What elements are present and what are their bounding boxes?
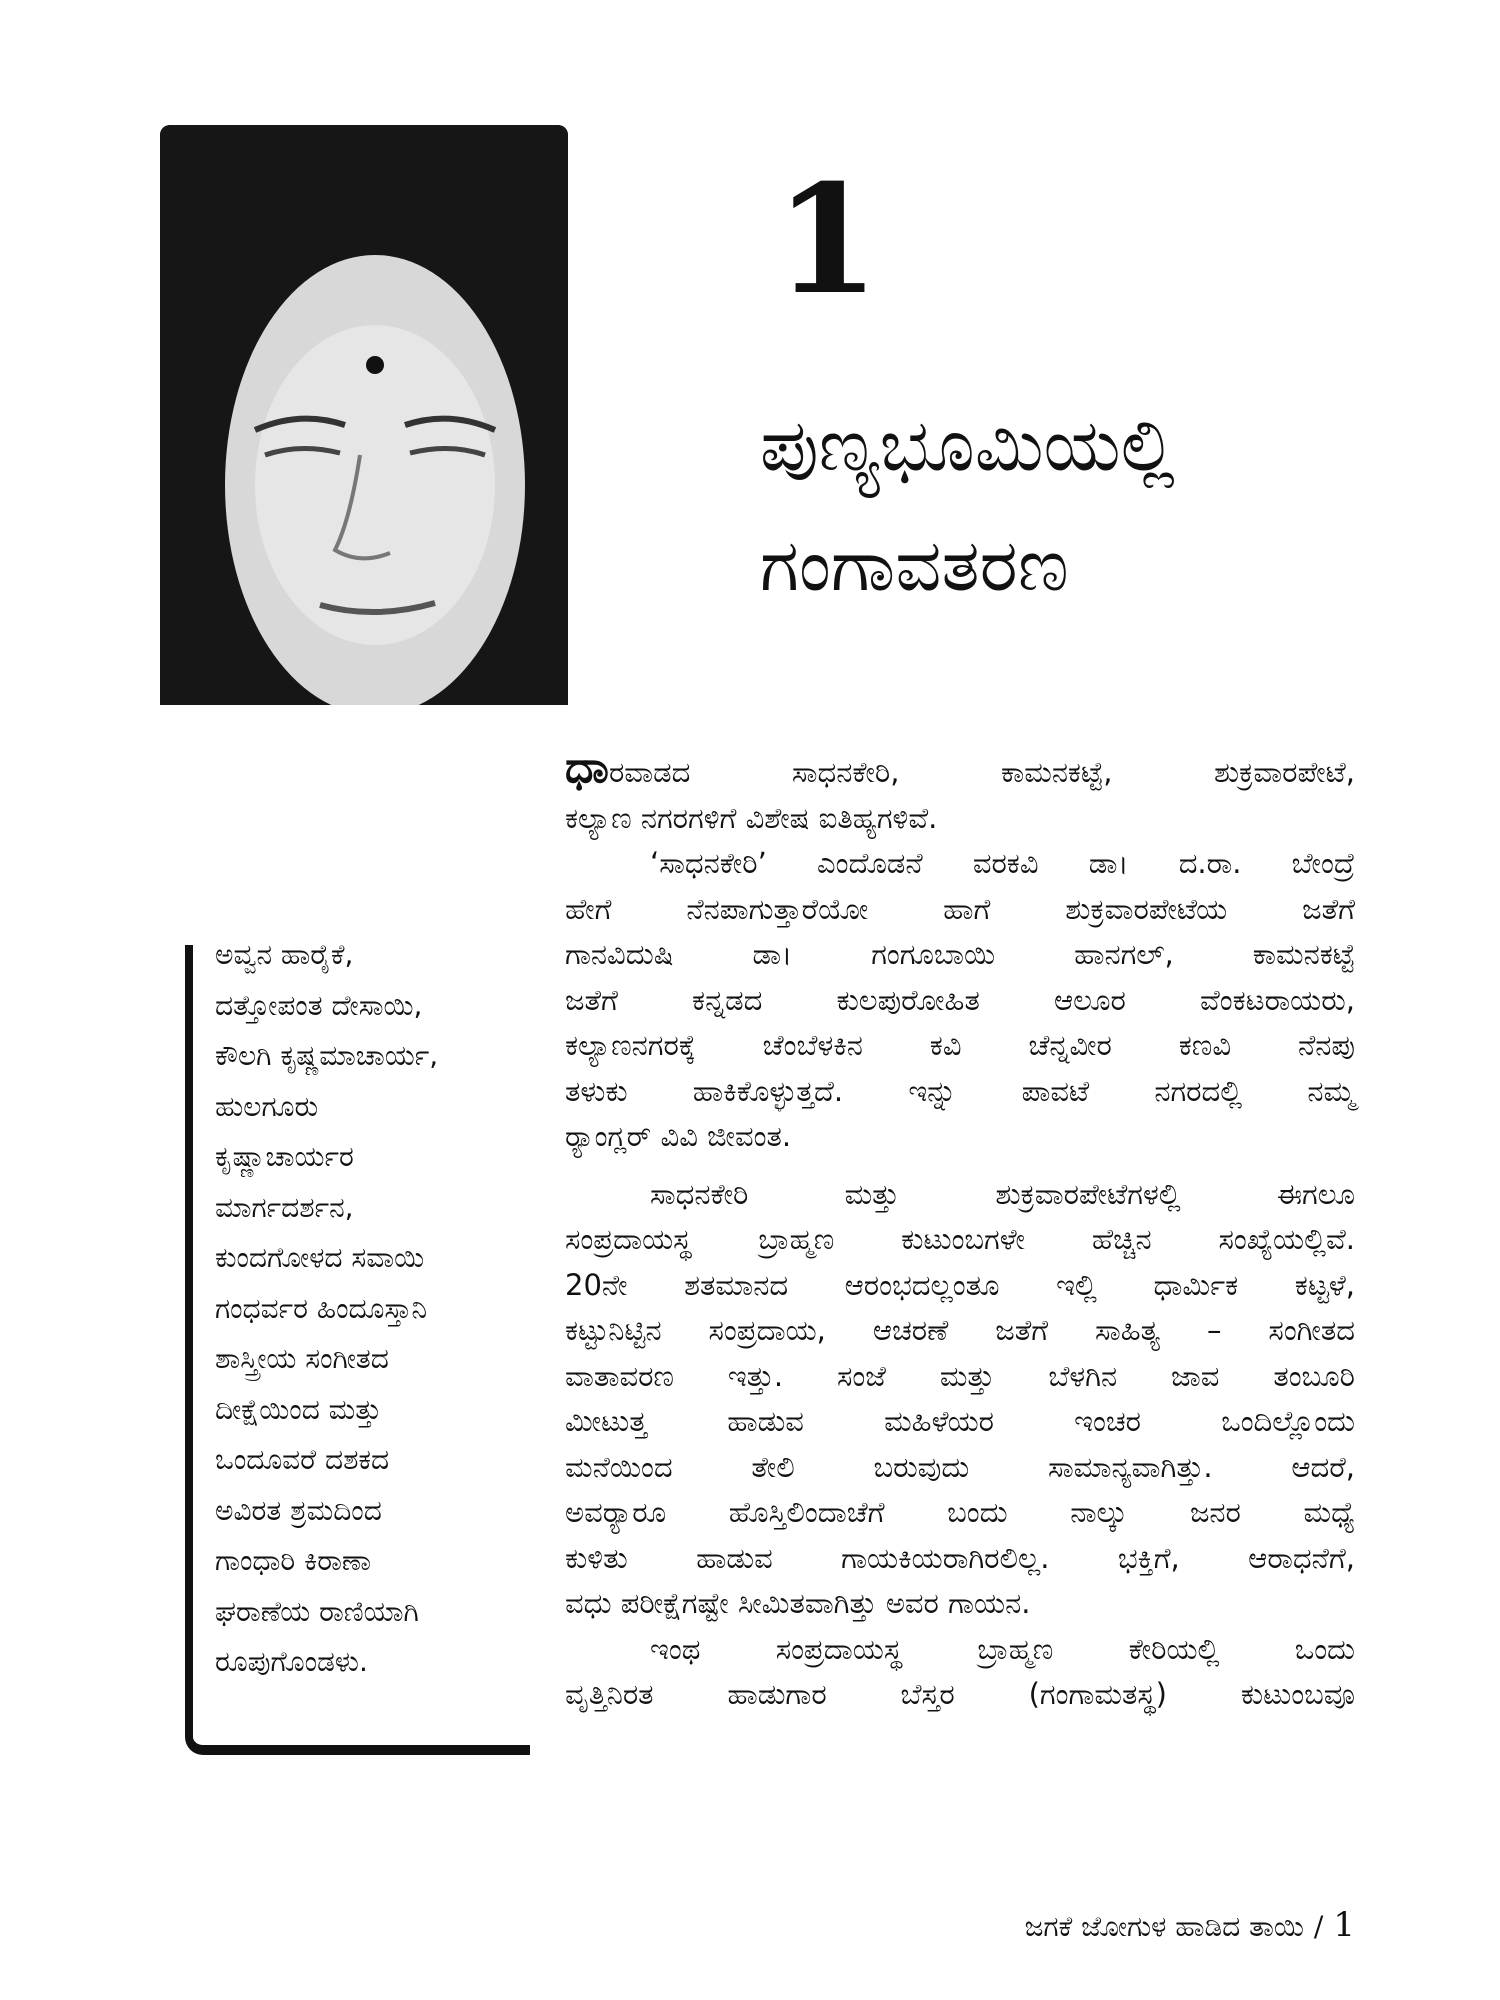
paragraph-line: ಅವರ್‍ಯಾರೂ ಹೊಸ್ತಿಲಿಂದಾಚೆಗೆ ಬಂದು ನಾಲ್ಕು ಜನರ ಮಧ್ಯೆ (565, 1495, 1355, 1529)
author-portrait-photo (160, 125, 568, 750)
paragraph-line: ರ್‍ಯಾಂಗ್ಲರ್ ವಿವಿ ಜೀವಂತ. (565, 1119, 792, 1153)
chapter-title-line-1: ಪುಣ್ಯಭೂಮಿಯಲ್ಲಿ (760, 403, 1176, 487)
paragraph-line: ಗಾನವಿದುಷಿ ಡಾ। ಗಂಗೂಬಾಯಿ ಹಾನಗಲ್, ಕಾಮನಕಟ್ಟೆ (565, 937, 1355, 971)
sidebar-line: ಘರಾಣೆಯ ರಾಣಿಯಾಗಿ (215, 1594, 419, 1628)
body-text (565, 742, 1355, 1718)
paragraph-line: ಇಂಥ ಸಂಪ್ರದಾಯಸ್ಥ ಬ್ರಾಹ್ಮಣ ಕೇರಿಯಲ್ಲಿ ಒಂದು (650, 1631, 1355, 1666)
paragraph-1 (565, 742, 1355, 841)
paragraph-2 (565, 841, 1355, 1160)
sidebar-line: ಒಂದೂವರೆ ದಶಕದ (215, 1443, 390, 1476)
paragraph-line: ವಾತಾವರಣ ಇತ್ತು. ಸಂಜೆ ಮತ್ತು ಬೆಳಗಿನ ಜಾವ ತಂಬೂರಿ (565, 1358, 1355, 1393)
paragraph-line: ಮೀಟುತ್ತ ಹಾಡುವ ಮಹಿಳೆಯರ ಇಂಚರ ಒಂದಿಲ್ಲೊಂದು (565, 1404, 1355, 1438)
paragraph-line: ತಳುಕು ಹಾಕಿಕೊಳ್ಳುತ್ತದೆ. ಇನ್ನು ಪಾವಟೆ ನಗರದಲ್ಲಿ ನಮ್ಮ (565, 1073, 1355, 1108)
paragraph-line: ಕುಳಿತು ಹಾಡುವ ಗಾಯಕಿಯರಾಗಿರಲಿಲ್ಲ. ಭಕ್ತಿಗೆ, ಆರಾಧನೆಗೆ, (565, 1540, 1355, 1575)
paragraph-4 (565, 1627, 1355, 1718)
paragraph-line: ಸಾಧನಕೇರಿ ಮತ್ತು ಶುಕ್ರವಾರಪೇಟೆಗಳಲ್ಲಿ ಈಗಲೂ (650, 1176, 1355, 1211)
chapter-title (760, 385, 1360, 625)
footer-separator: / (1313, 1910, 1324, 1943)
sidebar-text (215, 930, 525, 1688)
paragraph-line: ಹೇಗೆ ನೆನಪಾಗುತ್ತಾರೆಯೋ ಹಾಗೆ ಶುಕ್ರವಾರಪೇಟೆಯ ಜತೆಗೆ (565, 891, 1355, 926)
sidebar-line: ದತ್ತೋಪಂತ ದೇಸಾಯಿ, (215, 988, 423, 1022)
footer-book-title: ಜಗಕೆ ಜೋಗುಳ ಹಾಡಿದ ತಾಯಿ (1024, 1910, 1304, 1943)
sidebar-line: ಅವ್ವನ ಹಾರೈಕೆ, (215, 938, 354, 971)
page-number: 1 (1333, 1905, 1355, 1945)
paragraph-3 (565, 1172, 1355, 1627)
paragraph-line: ವೃತ್ತಿನಿರತ ಹಾಡುಗಾರ ಬೆಸ್ತರ (ಗಂಗಾಮತಸ್ಥ) ಕುಟುಂಬವೂ (565, 1677, 1355, 1711)
sidebar-line: ಕೃಷ್ಣಾಚಾರ್ಯರ (215, 1140, 354, 1173)
sidebar-line: ದೀಕ್ಷೆಯಿಂದ ಮತ್ತು (215, 1392, 382, 1426)
sidebar-line: ಕುಂದಗೋಳದ ಸವಾಯಿ (215, 1241, 425, 1274)
paragraph-line: ವಧು ಪರೀಕ್ಷೆಗಷ್ಟೇ ಸೀಮಿತವಾಗಿತ್ತು ಅವರ ಗಾಯನ. (565, 1586, 1031, 1620)
sidebar-pull-quote (185, 938, 530, 1755)
paragraph-line: ಕಲ್ಯಾಣ ನಗರಗಳಿಗೆ ವಿಶೇಷ ಐತಿಹ್ಯಗಳಿವೆ. (565, 800, 938, 835)
bindi (366, 356, 384, 374)
paragraph-line: ಮನೆಯಿಂದ ತೇಲಿ ಬರುವುದು ಸಾಮಾನ್ಯವಾಗಿತ್ತು. ಆದರೆ, (565, 1449, 1355, 1484)
sidebar-line: ರೂಪುಗೊಂಡಳು. (215, 1645, 368, 1678)
sidebar-line: ಮಾರ್ಗದರ್ಶನ, (215, 1190, 354, 1224)
paragraph-line: ‘ಸಾಧನಕೇರಿ’ ಎಂದೊಡನೆ ವರಕವಿ ಡಾ। ದ.ರಾ. ಬೇಂದ್ರೆ (650, 846, 1355, 880)
sidebar-line: ಹುಲಗೂರು (215, 1089, 319, 1123)
paragraph-line (565, 742, 1355, 796)
sidebar-line: ಅವಿರತ ಶ್ರಮದಿಂದ (215, 1493, 382, 1527)
sidebar-line: ಗಂಧರ್ವರ ಹಿಂದೂಸ್ತಾನಿ (215, 1291, 428, 1325)
sidebar-line: ಶಾಸ್ತ್ರೀಯ ಸಂಗೀತದ (215, 1342, 389, 1375)
paragraph-line: ಸಂಪ್ರದಾಯಸ್ಥ ಬ್ರಾಹ್ಮಣ ಕುಟುಂಬಗಳೇ ಹೆಚ್ಚಿನ ಸಂಖ್ಯೆಯಲ್ಲಿವೆ. (565, 1222, 1355, 1256)
sidebar-line: ಗಾಂಧಾರಿ ಕಿರಾಣಾ (215, 1544, 372, 1577)
paragraph-line-text: ರವಾಡದ ಸಾಧನಕೇರಿ, ಕಾಮನಕಟ್ಟೆ, ಶುಕ್ರವಾರಪೇಟೆ, (608, 755, 1355, 789)
paragraph-line: ಕಲ್ಯಾಣನಗರಕ್ಕೆ ಚೆಂಬೆಳಕಿನ ಕವಿ ಚೆನ್ನವೀರ ಕಣವಿ ನೆನಪು (565, 1028, 1355, 1062)
drop-cap: ಧಾ (565, 742, 609, 793)
paragraph-line: ಜತೆಗೆ ಕನ್ನಡದ ಕುಲಪುರೋಹಿತ ಆಲೂರ ವೆಂಕಟರಾಯರು, (565, 982, 1355, 1017)
chapter-number: 1 (775, 152, 880, 328)
chapter-title-line-2: ಗಂಗಾವತರಣ (760, 523, 1069, 607)
portrait-image (160, 125, 568, 750)
sidebar-line: ಕೌಲಗಿ ಕೃಷ್ಣಮಾಚಾರ್ಯ, (215, 1039, 439, 1072)
page-footer (1025, 1905, 1355, 1945)
paragraph-line: 20ನೇ ಶತಮಾನದ ಆರಂಭದಲ್ಲಂತೂ ಇಲ್ಲಿ ಧಾರ್ಮಿಕ ಕಟ್ಟಳೆ, (565, 1267, 1355, 1302)
paragraph-line: ಕಟ್ಟುನಿಟ್ಟಿನ ಸಂಪ್ರದಾಯ, ಆಚರಣೆ ಜತೆಗೆ ಸಾಹಿತ್ಯ – ಸಂಗೀತದ (565, 1313, 1355, 1347)
